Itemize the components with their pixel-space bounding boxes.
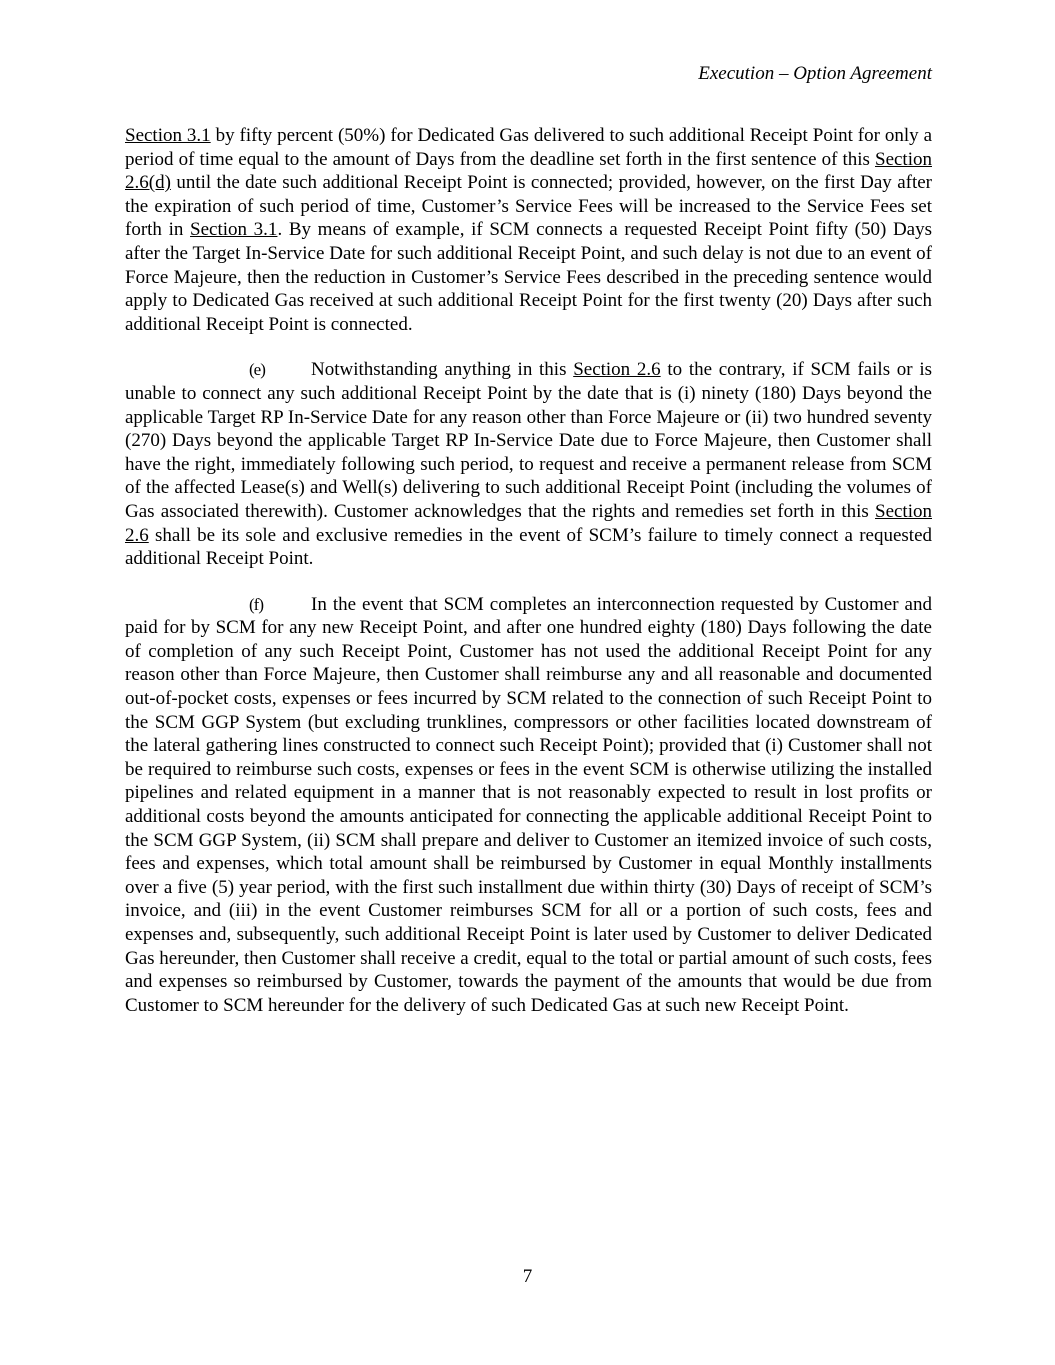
paragraph-text: shall be its sole and exclusive remedies in the event of SCM’s failure to timely connect a requested additional Receipt Point.: [125, 524, 932, 570]
paragraph-f: [125, 593, 932, 1018]
paragraph-e: [125, 358, 932, 570]
section-reference: Section 2.6: [573, 359, 661, 381]
paragraph-d-continued: [125, 124, 932, 336]
subsection-label: (f): [249, 594, 263, 614]
paragraph-text: Notwithstanding anything in this: [311, 359, 574, 381]
paragraph-text: by fifty percent (50%) for Dedicated Gas delivered to such additional Receipt Point for only a period of time equal to the amount of Days from the deadline set forth in the first sentence of this: [125, 125, 932, 170]
document-body: [125, 124, 932, 1039]
paragraph-text: . By means of example, if SCM connects a requested Receipt Point fifty (50) Days after the Target In-Service Date for such additional Receipt Point, and such delay is not due to an event of Force Majeure, then the reduction in Customer’s Service Fees described in the preceding sentence would apply to Dedicated Gas received at such additional Receipt Point for the first twenty (20) Days after such additional Receipt Point is connected.: [125, 219, 932, 335]
subsection-label: (e): [249, 360, 265, 380]
section-reference: Section 2.6: [125, 500, 932, 546]
paragraph-text: to the contrary, if SCM fails or is unable to connect any such additional Receipt Point by the date that is (i) ninety (180) Days beyond the applicable Target RP In-Service Date for any reason other than Force Majeure or (ii) two hundred seventy (270) Days beyond the applicable Target RP In-Service Date due to Force Majeure, then Customer shall have the right, immediately following such period, to request and receive a permanent release from SCM of the affected Lease(s) and Well(s) delivering to such additional Receipt Point (including the volumes of Gas associated therewith). Customer acknowledges that the rights and remedies set forth in this: [125, 359, 932, 522]
paragraph-text: until the date such additional Receipt Point is connected; provided, however, on the first Day after the expiration of such period of time, Customer’s Service Fees will be increased to the Service Fees set forth in: [125, 172, 932, 241]
page-number: 7: [522, 1266, 533, 1287]
section-reference: Section 3.1: [190, 219, 278, 241]
section-reference: Section 3.1: [125, 125, 211, 146]
document-header-title: Execution – Option Agreement: [698, 63, 932, 84]
section-reference: Section 2.6(d): [125, 148, 932, 194]
paragraph-text: In the event that SCM completes an interconnection requested by Customer and paid for by SCM for any new Receipt Point, and after one hundred eighty (180) Days following the date of completion of any such Receipt Point, Customer has not used the additional Receipt Point for any reason other than Force Majeure, then Customer shall reimburse any and all reasonable and documented out-of-pocket costs, expenses or fees incurred by SCM related to the connection of such Receipt Point to the SCM GGP System (but excluding trunklines, compressors or other facilities located downstream of the lateral gathering lines constructed to connect such Receipt Point); provided that (i) Customer shall not be required to reimburse such costs, expenses or fees in the event SCM is otherwise utilizing the installed pipelines and related equipment in a manner that is not reasonably expected to result in lost profits or additional costs beyond the amounts anticipated for connecting the applicable additional Receipt Point to the SCM GGP System, (ii) SCM shall prepare and deliver to Customer an itemized invoice of such costs, fees and expenses, which total amount shall be reimbursed by Customer in equal Monthly installments over a five (5) year period, with the first such installment due within thirty (30) Days of receipt of SCM’s invoice, and (iii) in the event Customer reimburses SCM for all or a portion of such costs, fees and expenses and, subsequently, such additional Receipt Point is later used by Customer to deliver Dedicated Gas hereunder, then Customer shall receive a credit, equal to the total or partial amount of such costs, fees and expenses so reimbursed by Customer, towards the payment of the amounts that would be due from Customer to SCM hereunder for the delivery of such Dedicated Gas at such new Receipt Point.: [125, 593, 932, 1016]
